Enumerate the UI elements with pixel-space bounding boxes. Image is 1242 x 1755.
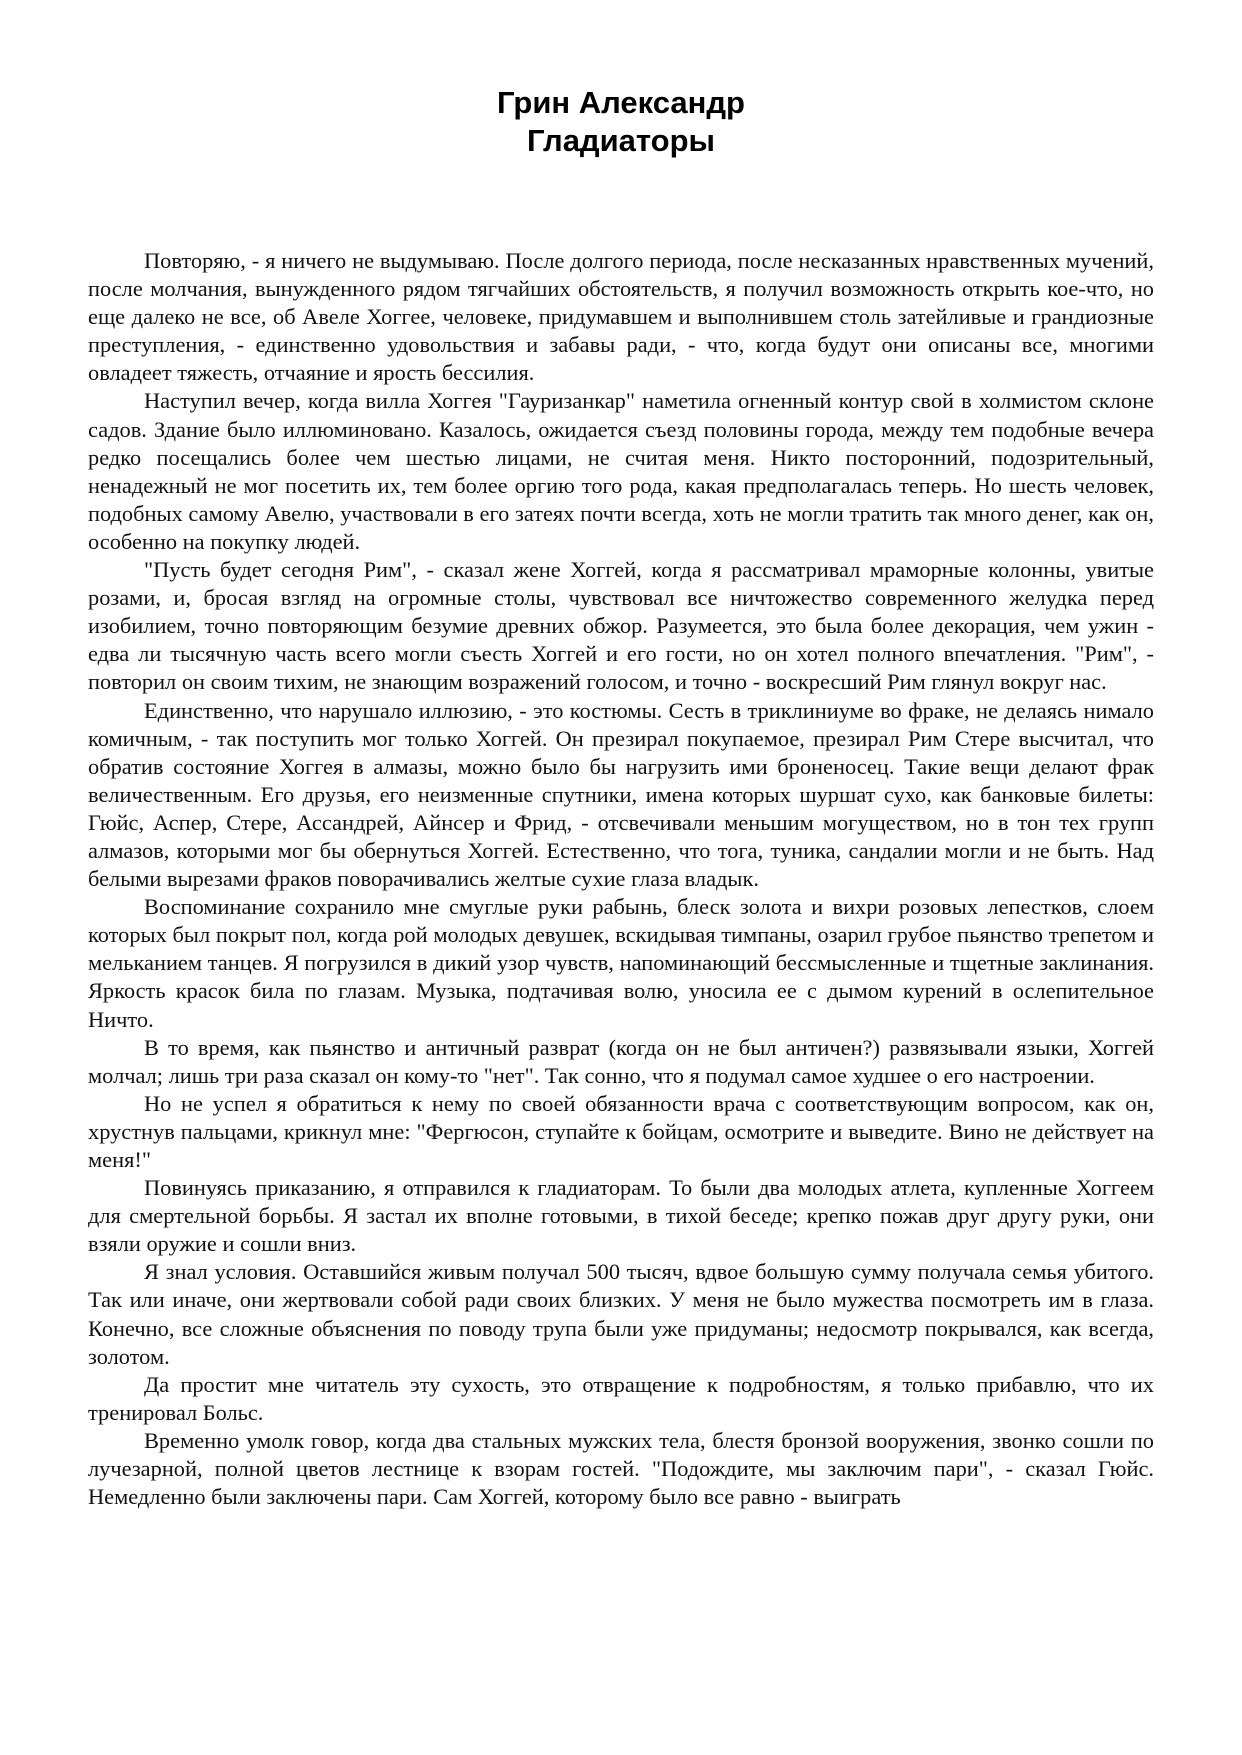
paragraph: Повторяю, - я ничего не выдумываю. После долгого периода, после несказанных нравственных мучений, после молчания, вынужденного рядом тягчайших обстоятельств, я получил возможность открыть кое-что, но еще далеко не все, об Авеле Хоггее, человеке, придумавшем и выполнившем столь затейливые и грандиозные преступления, - единственно удовольствия и забавы ради, - что, когда будут они описаны все, многими овладеет тяжесть, отчаяние и ярость бессилия. <box>88 248 1154 386</box>
paragraph: В то время, как пьянство и античный разврат (когда он не был античен?) развязывали языки, Хоггей молчал; лишь три раза сказал он кому-то "нет". Так сонно, что я подумал самое худшее о его настроении. <box>88 1034 1154 1088</box>
paragraph: Единственно, что нарушало иллюзию, - это костюмы. Сесть в триклиниуме во фраке, не делаясь нимало комичным, - так поступить мог только Хоггей. Он презирал покупаемое, презирал Рим Стере высчитал, что обратив состояние Хоггея в алмазы, можно было бы нагрузить ими броненосец. Такие вещи делают фрак величественным. Его друзья, его неизменные спутники, имена которых шуршат сухо, как банковые билеты: Гюйс, Аспер, Стере, Ассандрей, Айнсер и Фрид, - отсвечивали меньшим могуществом, но в тон тех групп алмазов, которыми мог бы обернуться Хоггей. Естественно, что тога, туника, сандалии могли и не быть. Над белыми вырезами фраков поворачивались желтые сухие глаза владык. <box>88 697 1154 892</box>
paragraph: Но не успел я обратиться к нему по своей обязанности врача с соответствующим вопросом, как он, хрустнув пальцами, крикнул мне: "Фергюсон, ступайте к бойцам, осмотрите и выведите. Вино не действует на меня!" <box>88 1090 1154 1172</box>
story-title: Гладиаторы <box>526 123 716 158</box>
paragraph: Временно умолк говор, когда два стальных мужских тела, блестя бронзой вооружения, звонко сошли по лучезарной, полной цветов лестнице к взорам гостей. "Подождите, мы заключим пари", - сказал Гюйс. Немедленно были заключены пари. Сам Хоггей, которому было все равно - выиграть <box>88 1427 1154 1510</box>
paragraph: Я знал условия. Оставшийся живым получал 500 тысяч, вдвое большую сумму получала семья убитого. Так или иначе, они жертвовали собой ради своих близких. У меня не было мужества посмотреть им в глаза. Конечно, все сложные объяснения по поводу трупа были уже придуманы; недосмотр покрывался, как всегда, золотом. <box>88 1259 1154 1369</box>
paragraph: Наступил вечер, когда вилла Хоггея "Гауризанкар" наметила огненный контур свой в холмистом склоне садов. Здание было иллюминовано. Казалось, ожидается съезд половины города, между тем подобные вечера редко посещались более чем шестью лицами, не считая меня. Никто посторонний, подозрительный, ненадежный не мог посетить их, тем более оргию того рода, какая предполагалась теперь. Но шесть человек, подобных самому Авелю, участвовали в его затеях почти всегда, хоть не могли тратить так много денег, как он, особенно на покупку людей. <box>88 388 1154 554</box>
paragraph: Воспоминание сохранило мне смуглые руки рабынь, блеск золота и вихри розовых лепестков, слоем которых был покрыт пол, когда рой молодых девушек, вскидывая тимпаны, озарил грубое пьянство трепетом и мельканием танцев. Я погрузился в дикий узор чувств, напоминающий бессмысленные и тщетные заклинания. Яркость красок била по глазам. Музыка, подтачивая волю, уносила ее с дымом курений в ослепительное Ничто. <box>88 894 1154 1032</box>
author-name: Грин Александр <box>497 85 745 120</box>
paragraph: "Пусть будет сегодня Рим", - сказал жене Хоггей, когда я рассматривал мраморные колонны, увитые розами, и, бросая взгляд на огромные столы, чувствовал все ничтожество современного желудка перед изобилием, точно повторяющим безумие древних обжор. Разумеется, это была более декорация, чем ужин - едва ли тысячную часть всего могли съесть Хоггей и его гости, но он хотел полного впечатления. "Рим", - повторил он своим тихим, не знающим возражений голосом, и точно - воскресший Рим глянул вокруг нас. <box>88 557 1154 695</box>
title-block <box>0 84 1242 160</box>
story-text <box>88 247 1154 1511</box>
paragraph: Повинуясь приказанию, я отправился к гладиаторам. То были два молодых атлета, купленные Хоггеем для смертельной борьбы. Я застал их вполне готовыми, в тихой беседе; крепко пожав друг другу руки, они взяли оружие и сошли вниз. <box>88 1175 1154 1257</box>
paragraph: Да простит мне читатель эту сухость, это отвращение к подробностям, я только прибавлю, что их тренировал Больс. <box>88 1371 1154 1425</box>
